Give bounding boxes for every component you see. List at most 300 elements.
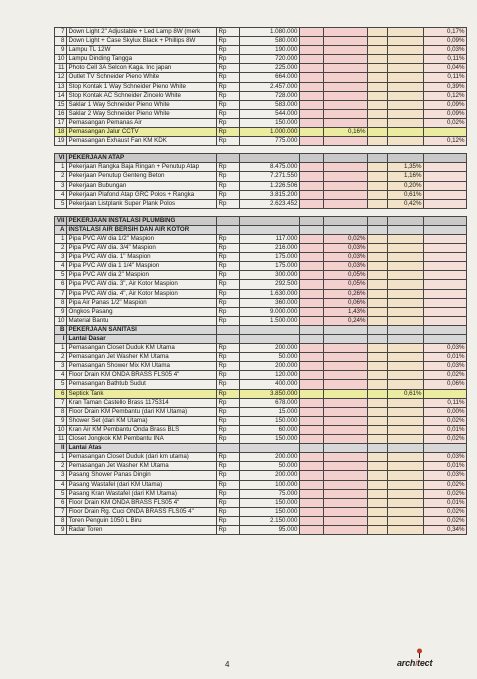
empty-cell: [300, 380, 324, 389]
empty-cell: [368, 425, 388, 434]
table-row: [55, 28, 467, 37]
percent-c: 0,02%: [424, 480, 467, 489]
percent-b: [388, 137, 424, 146]
item-number: 2: [55, 353, 67, 362]
percent-c: 0,03%: [424, 362, 467, 371]
table-row: [55, 55, 467, 64]
currency: Rp: [217, 262, 240, 271]
item-description: Saklar 2 Way Schneider Pieno White: [67, 109, 217, 118]
empty-cell: [300, 234, 324, 243]
percent-c: [424, 280, 467, 289]
percent-b: [388, 100, 424, 109]
empty-cell: [368, 389, 388, 398]
table-row: [55, 316, 467, 325]
empty-cell: [300, 55, 324, 64]
amount: 728.000: [240, 91, 300, 100]
empty-cell: [300, 444, 324, 453]
table-row: [55, 371, 467, 380]
percent-c: 0,02%: [424, 118, 467, 127]
empty-cell: [368, 525, 388, 534]
empty-cell: [368, 462, 388, 471]
empty-cell: [300, 199, 324, 208]
percent-c: [424, 163, 467, 172]
empty-cell: [300, 398, 324, 407]
percent-b: [388, 353, 424, 362]
currency: Rp: [217, 118, 240, 127]
currency: Rp: [217, 353, 240, 362]
item-number: 1: [55, 453, 67, 462]
percent-c: [424, 199, 467, 208]
item-description: Pekerjaan Plafond Atap GRC Polos + Rangka: [67, 190, 217, 199]
currency: Rp: [217, 425, 240, 434]
percent-c: 0,01%: [424, 353, 467, 362]
amount: 225.000: [240, 64, 300, 73]
percent-c: 0,09%: [424, 100, 467, 109]
empty-cell: [368, 344, 388, 353]
percent-a: 0,05%: [324, 280, 368, 289]
percent-b: [388, 234, 424, 243]
percent-c: [424, 225, 467, 234]
item-number: 1: [55, 344, 67, 353]
item-number: 4: [55, 480, 67, 489]
percent-b: [388, 289, 424, 298]
currency: Rp: [217, 344, 240, 353]
amount: 100.000: [240, 480, 300, 489]
amount: 583.000: [240, 100, 300, 109]
currency: Rp: [217, 172, 240, 181]
table-row: [55, 480, 467, 489]
percent-c: 0,11%: [424, 73, 467, 82]
currency: Rp: [217, 128, 240, 137]
amount: 580.000: [240, 37, 300, 46]
logo-mark-icon: [416, 648, 423, 658]
item-description: INSTALASI AIR BERSIH DAN AIR KOTOR: [67, 225, 217, 234]
percent-b: [388, 298, 424, 307]
empty-cell: [300, 416, 324, 425]
empty-cell: [368, 435, 388, 444]
empty-cell: [300, 181, 324, 190]
empty-cell: [368, 280, 388, 289]
amount: 9.000.000: [240, 307, 300, 316]
item-number: 6: [55, 280, 67, 289]
currency: Rp: [217, 271, 240, 280]
currency: Rp: [217, 109, 240, 118]
currency: Rp: [217, 307, 240, 316]
item-description: PEKERJAAN ATAP: [67, 154, 217, 163]
currency: Rp: [217, 280, 240, 289]
table-row: [55, 109, 467, 118]
amount: 2.150.000: [240, 516, 300, 525]
item-number: 3: [55, 362, 67, 371]
item-number: VII: [55, 216, 67, 225]
item-number: 8: [55, 516, 67, 525]
item-number: 4: [55, 262, 67, 271]
currency: Rp: [217, 507, 240, 516]
empty-cell: [300, 335, 324, 344]
empty-cell: [368, 335, 388, 344]
empty-cell: [368, 416, 388, 425]
empty-cell: [300, 28, 324, 37]
percent-a: [324, 55, 368, 64]
amount: 360.000: [240, 298, 300, 307]
percent-b: [388, 37, 424, 46]
percent-c: [424, 389, 467, 398]
empty-cell: [368, 289, 388, 298]
empty-cell: [368, 190, 388, 199]
empty-cell: [300, 271, 324, 280]
table-row: [55, 507, 467, 516]
percent-a: 0,06%: [324, 298, 368, 307]
percent-b: [388, 225, 424, 234]
table-row: [55, 416, 467, 425]
percent-b: [388, 82, 424, 91]
empty-cell: [300, 407, 324, 416]
empty-cell: [368, 225, 388, 234]
item-description: Pemasangan Shower Mix KM Utama: [67, 362, 217, 371]
currency: Rp: [217, 91, 240, 100]
table-row: [55, 380, 467, 389]
empty-cell: [368, 199, 388, 208]
table-row: [55, 37, 467, 46]
item-number: 13: [55, 82, 67, 91]
percent-b: [388, 398, 424, 407]
empty-cell: [368, 37, 388, 46]
currency: Rp: [217, 37, 240, 46]
table-row: [55, 516, 467, 525]
percent-a: [324, 154, 368, 163]
table-row: [55, 298, 467, 307]
item-number: 19: [55, 137, 67, 146]
amount: 8.475.000: [240, 163, 300, 172]
empty-cell: [368, 244, 388, 253]
item-number: 5: [55, 489, 67, 498]
percent-c: 0,06%: [424, 380, 467, 389]
percent-a: [324, 37, 368, 46]
item-number: 3: [55, 181, 67, 190]
amount: 2.623.452: [240, 199, 300, 208]
percent-c: 0,03%: [424, 471, 467, 480]
percent-b: [388, 64, 424, 73]
table-row: [55, 289, 467, 298]
percent-a: [324, 100, 368, 109]
percent-c: 0,03%: [424, 453, 467, 462]
percent-c: [424, 190, 467, 199]
empty-cell: [300, 262, 324, 271]
currency: Rp: [217, 462, 240, 471]
amount: 117.000: [240, 234, 300, 243]
percent-c: 0,12%: [424, 91, 467, 100]
amount: 2.457.000: [240, 82, 300, 91]
empty-cell: [300, 316, 324, 325]
table-row: [55, 280, 467, 289]
percent-b: [388, 325, 424, 334]
spacer-row: [55, 146, 467, 154]
empty-cell: [300, 516, 324, 525]
percent-c: 0,34%: [424, 525, 467, 534]
item-number: 7: [55, 289, 67, 298]
item-number: A: [55, 225, 67, 234]
currency: Rp: [217, 362, 240, 371]
percent-a: [324, 435, 368, 444]
currency: Rp: [217, 480, 240, 489]
subsection-header-row: [55, 225, 467, 234]
amount: 1.000.000: [240, 128, 300, 137]
item-number: B: [55, 325, 67, 334]
empty-cell: [300, 498, 324, 507]
percent-b: [388, 244, 424, 253]
item-description: Closet Jongkok KM Pembantu INA: [67, 435, 217, 444]
amount: 175.000: [240, 253, 300, 262]
item-description: Kran Air KM Pembantu Onda Brass BLS: [67, 425, 217, 434]
empty-cell: [300, 507, 324, 516]
item-description: Pemasangan Jalur CCTV: [67, 128, 217, 137]
item-description: Pekerjaan Bubungan: [67, 181, 217, 190]
percent-a: [324, 380, 368, 389]
percent-c: [424, 335, 467, 344]
currency: Rp: [217, 416, 240, 425]
item-description: Floor Drain KM ONDA BRASS FLS05 4": [67, 371, 217, 380]
empty-cell: [300, 109, 324, 118]
amount: 1.630.000: [240, 289, 300, 298]
table-row: [55, 137, 467, 146]
empty-cell: [368, 128, 388, 137]
percent-a: [324, 471, 368, 480]
percent-a: [324, 416, 368, 425]
table-row: [55, 407, 467, 416]
empty-cell: [300, 371, 324, 380]
table-row: [55, 234, 467, 243]
empty-cell: [368, 234, 388, 243]
currency: Rp: [217, 181, 240, 190]
percent-b: [388, 73, 424, 82]
percent-b: [388, 453, 424, 462]
item-number: 9: [55, 307, 67, 316]
percent-c: 0,17%: [424, 28, 467, 37]
item-number: 16: [55, 109, 67, 118]
percent-c: [424, 181, 467, 190]
empty-cell: [368, 91, 388, 100]
logo-highlight: i: [415, 658, 418, 668]
empty-cell: [368, 471, 388, 480]
company-logo: [383, 648, 463, 672]
subsection-header-row: [55, 444, 467, 453]
item-description: Outlet TV Schneider Pieno White: [67, 73, 217, 82]
subsection-header-row: [55, 335, 467, 344]
percent-a: [324, 109, 368, 118]
percent-b: [388, 46, 424, 55]
percent-b: [388, 335, 424, 344]
currency: Rp: [217, 163, 240, 172]
table-row: [55, 253, 467, 262]
percent-a: [324, 344, 368, 353]
amount: 3.815.200: [240, 190, 300, 199]
percent-c: 0,11%: [424, 55, 467, 64]
percent-a: [324, 444, 368, 453]
amount: [240, 154, 300, 163]
empty-cell: [300, 280, 324, 289]
percent-c: 0,39%: [424, 82, 467, 91]
percent-b: [388, 380, 424, 389]
amount: [240, 444, 300, 453]
percent-c: 0,03%: [424, 46, 467, 55]
amount: 200.000: [240, 453, 300, 462]
item-number: 2: [55, 172, 67, 181]
percent-b: [388, 480, 424, 489]
empty-cell: [300, 525, 324, 534]
empty-cell: [368, 453, 388, 462]
item-description: Pekerjaan Penutup Genteng Beton: [67, 172, 217, 181]
empty-cell: [368, 253, 388, 262]
empty-cell: [368, 181, 388, 190]
page-number: 4: [225, 660, 230, 669]
percent-b: [388, 371, 424, 380]
percent-b: [388, 362, 424, 371]
item-number: 17: [55, 118, 67, 127]
percent-c: [424, 262, 467, 271]
highlighted-item-row: [55, 389, 467, 398]
percent-b: [388, 216, 424, 225]
percent-c: [424, 172, 467, 181]
percent-a: [324, 64, 368, 73]
empty-cell: [368, 271, 388, 280]
item-description: Ongkos Pasang: [67, 307, 217, 316]
percent-c: 0,01%: [424, 462, 467, 471]
percent-b: [388, 407, 424, 416]
amount: 200.000: [240, 471, 300, 480]
percent-c: 0,09%: [424, 37, 467, 46]
empty-cell: [300, 362, 324, 371]
empty-cell: [368, 163, 388, 172]
percent-a: [324, 91, 368, 100]
empty-cell: [368, 507, 388, 516]
percent-b: [388, 507, 424, 516]
item-number: 6: [55, 389, 67, 398]
item-number: 5: [55, 199, 67, 208]
empty-cell: [368, 325, 388, 334]
percent-a: [324, 28, 368, 37]
currency: Rp: [217, 137, 240, 146]
empty-cell: [368, 216, 388, 225]
item-number: 7: [55, 507, 67, 516]
percent-b: [388, 444, 424, 453]
item-description: Pemasangan Closet Duduk KM Utama: [67, 344, 217, 353]
currency: Rp: [217, 498, 240, 507]
currency: Rp: [217, 525, 240, 534]
percent-a: 0,03%: [324, 244, 368, 253]
percent-a: 0,26%: [324, 289, 368, 298]
item-number: 1: [55, 163, 67, 172]
item-description: Pipa PVC AW dia 2" Maspion: [67, 271, 217, 280]
table-row: [55, 190, 467, 199]
percent-c: 0,02%: [424, 416, 467, 425]
amount: 7.271.550: [240, 172, 300, 181]
table-row: [55, 100, 467, 109]
amount: 3.850.000: [240, 389, 300, 398]
percent-c: 0,03%: [424, 344, 467, 353]
currency: Rp: [217, 389, 240, 398]
item-number: 11: [55, 64, 67, 73]
amount: 60.000: [240, 425, 300, 434]
currency: [217, 225, 240, 234]
percent-c: [424, 325, 467, 334]
item-number: 4: [55, 190, 67, 199]
empty-cell: [300, 154, 324, 163]
item-number: 5: [55, 380, 67, 389]
item-number: 12: [55, 73, 67, 82]
empty-cell: [300, 225, 324, 234]
amount: 400.000: [240, 380, 300, 389]
item-number: 18: [55, 128, 67, 137]
percent-a: [324, 516, 368, 525]
currency: Rp: [217, 82, 240, 91]
percent-b: 0,61%: [388, 190, 424, 199]
amount: [240, 225, 300, 234]
item-number: VI: [55, 154, 67, 163]
percent-a: [324, 425, 368, 434]
currency: Rp: [217, 199, 240, 208]
amount: [240, 325, 300, 334]
percent-b: [388, 55, 424, 64]
amount: 150.000: [240, 498, 300, 507]
percent-b: [388, 462, 424, 471]
currency: Rp: [217, 234, 240, 243]
amount: 1.080.000: [240, 28, 300, 37]
item-number: 1: [55, 234, 67, 243]
percent-c: 0,04%: [424, 64, 467, 73]
empty-cell: [368, 137, 388, 146]
amount: 216.000: [240, 244, 300, 253]
percent-b: [388, 128, 424, 137]
item-description: Pasang Shower Panas Dingin: [67, 471, 217, 480]
empty-cell: [300, 91, 324, 100]
empty-cell: [300, 462, 324, 471]
section-header-row: [55, 154, 467, 163]
percent-b: [388, 525, 424, 534]
percent-b: [388, 91, 424, 100]
percent-b: [388, 154, 424, 163]
table-row: [55, 64, 467, 73]
empty-cell: [300, 298, 324, 307]
empty-cell: [300, 82, 324, 91]
empty-cell: [300, 325, 324, 334]
empty-cell: [300, 118, 324, 127]
currency: Rp: [217, 55, 240, 64]
percent-b: [388, 280, 424, 289]
amount: 95.000: [240, 525, 300, 534]
item-description: Pipa PVC AW dia. 3/4" Maspion: [67, 244, 217, 253]
table-row: [55, 172, 467, 181]
table-row: [55, 462, 467, 471]
table-row: [55, 453, 467, 462]
item-description: Kran Taman Castello Brass 1175314: [67, 398, 217, 407]
percent-c: 0,02%: [424, 435, 467, 444]
empty-cell: [368, 407, 388, 416]
percent-c: 0,09%: [424, 109, 467, 118]
amount: 775.000: [240, 137, 300, 146]
empty-cell: [300, 64, 324, 73]
spacer-cell: [55, 146, 467, 154]
percent-a: [324, 46, 368, 55]
currency: Rp: [217, 253, 240, 262]
percent-b: [388, 253, 424, 262]
item-description: Photo Cell 3A Selcon Kaga. Inc japan: [67, 64, 217, 73]
table-row: [55, 425, 467, 434]
percent-a: [324, 172, 368, 181]
empty-cell: [368, 154, 388, 163]
item-description: Floor Drain Rg. Cuci ONDA BRASS FLS05 4": [67, 507, 217, 516]
table-row: [55, 344, 467, 353]
table-row: [55, 471, 467, 480]
